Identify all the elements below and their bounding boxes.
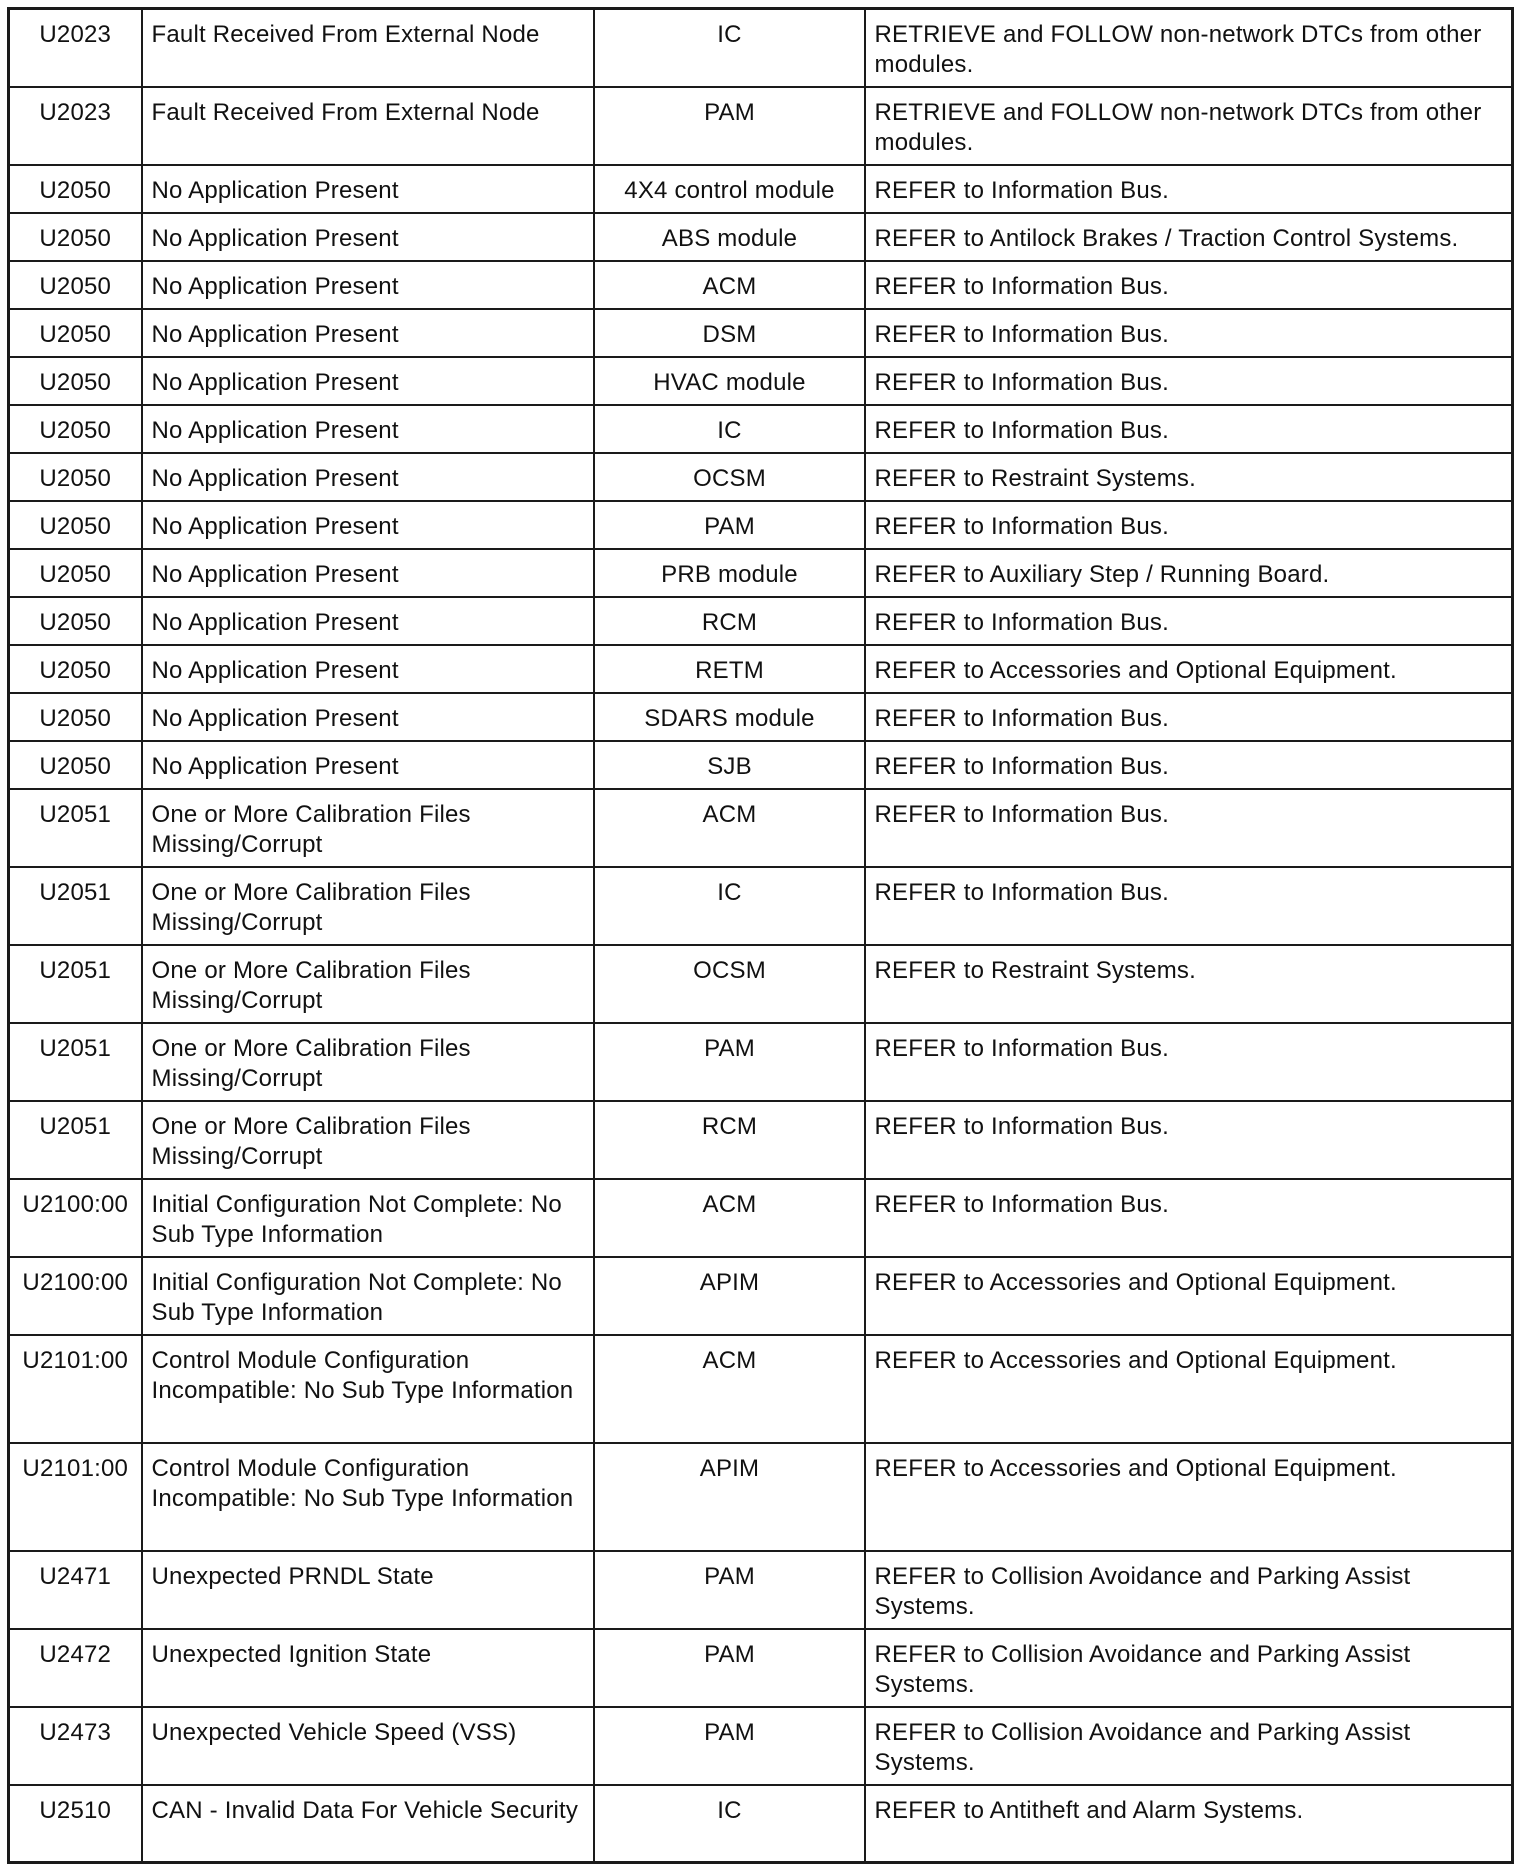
dtc-description-cell: CAN - Invalid Data For Vehicle Security <box>142 1785 594 1863</box>
module-cell: PAM <box>594 87 865 165</box>
module-cell: DSM <box>594 309 865 357</box>
action-cell: REFER to Information Bus. <box>865 867 1513 945</box>
dtc-code-cell: U2050 <box>9 213 142 261</box>
dtc-description-cell: No Application Present <box>142 261 594 309</box>
module-cell: ACM <box>594 789 865 867</box>
table-row <box>9 597 1513 645</box>
module-cell: PAM <box>594 501 865 549</box>
dtc-description-cell: No Application Present <box>142 693 594 741</box>
action-cell: REFER to Information Bus. <box>865 1023 1513 1101</box>
table-row <box>9 1101 1513 1179</box>
module-cell: SDARS module <box>594 693 865 741</box>
module-cell: 4X4 control module <box>594 165 865 213</box>
dtc-code-cell: U2100:00 <box>9 1257 142 1335</box>
action-cell: REFER to Information Bus. <box>865 357 1513 405</box>
module-cell: ACM <box>594 1179 865 1257</box>
dtc-code-cell: U2051 <box>9 945 142 1023</box>
table-row <box>9 9 1513 87</box>
table-row <box>9 1335 1513 1443</box>
action-cell: REFER to Information Bus. <box>865 501 1513 549</box>
action-cell: REFER to Restraint Systems. <box>865 945 1513 1023</box>
action-cell: REFER to Collision Avoidance and Parking Assist Systems. <box>865 1629 1513 1707</box>
dtc-code-cell: U2051 <box>9 1023 142 1101</box>
dtc-description-cell: Fault Received From External Node <box>142 9 594 87</box>
action-cell: REFER to Restraint Systems. <box>865 453 1513 501</box>
dtc-code-cell: U2473 <box>9 1707 142 1785</box>
module-cell: RETM <box>594 645 865 693</box>
action-cell: REFER to Collision Avoidance and Parking Assist Systems. <box>865 1707 1513 1785</box>
dtc-code-cell: U2050 <box>9 357 142 405</box>
dtc-code-cell: U2051 <box>9 789 142 867</box>
dtc-description-cell: One or More Calibration Files Missing/Corrupt <box>142 867 594 945</box>
dtc-code-cell: U2050 <box>9 597 142 645</box>
module-cell: IC <box>594 405 865 453</box>
dtc-description-cell: One or More Calibration Files Missing/Corrupt <box>142 1101 594 1179</box>
dtc-description-cell: Unexpected Vehicle Speed (VSS) <box>142 1707 594 1785</box>
dtc-description-cell: No Application Present <box>142 357 594 405</box>
action-cell: REFER to Collision Avoidance and Parking Assist Systems. <box>865 1551 1513 1629</box>
module-cell: PAM <box>594 1707 865 1785</box>
dtc-code-cell: U2050 <box>9 405 142 453</box>
table-row <box>9 645 1513 693</box>
table-row <box>9 1785 1513 1863</box>
table-row <box>9 87 1513 165</box>
table-row <box>9 165 1513 213</box>
module-cell: RCM <box>594 597 865 645</box>
dtc-description-cell: No Application Present <box>142 597 594 645</box>
dtc-code-cell: U2050 <box>9 309 142 357</box>
module-cell: PAM <box>594 1629 865 1707</box>
dtc-description-cell: One or More Calibration Files Missing/Corrupt <box>142 945 594 1023</box>
dtc-description-cell: Unexpected PRNDL State <box>142 1551 594 1629</box>
dtc-code-cell: U2051 <box>9 1101 142 1179</box>
action-cell: RETRIEVE and FOLLOW non-network DTCs from other modules. <box>865 87 1513 165</box>
table-row <box>9 1707 1513 1785</box>
module-cell: IC <box>594 867 865 945</box>
dtc-code-cell: U2050 <box>9 549 142 597</box>
dtc-code-cell: U2050 <box>9 693 142 741</box>
dtc-code-cell: U2101:00 <box>9 1443 142 1551</box>
dtc-description-cell: No Application Present <box>142 453 594 501</box>
module-cell: OCSM <box>594 945 865 1023</box>
dtc-code-cell: U2051 <box>9 867 142 945</box>
module-cell: APIM <box>594 1443 865 1551</box>
action-cell: REFER to Information Bus. <box>865 261 1513 309</box>
table-row <box>9 501 1513 549</box>
dtc-description-cell: No Application Present <box>142 405 594 453</box>
dtc-code-cell: U2472 <box>9 1629 142 1707</box>
dtc-description-cell: Initial Configuration Not Complete: No Sub Type Information <box>142 1257 594 1335</box>
dtc-code-cell: U2050 <box>9 165 142 213</box>
table-row <box>9 213 1513 261</box>
dtc-code-cell: U2050 <box>9 645 142 693</box>
table-row <box>9 789 1513 867</box>
dtc-description-cell: One or More Calibration Files Missing/Corrupt <box>142 789 594 867</box>
dtc-code-cell: U2023 <box>9 87 142 165</box>
action-cell: REFER to Information Bus. <box>865 165 1513 213</box>
dtc-description-cell: No Application Present <box>142 741 594 789</box>
action-cell: REFER to Information Bus. <box>865 597 1513 645</box>
dtc-description-cell: Control Module Configuration Incompatible: No Sub Type Information <box>142 1335 594 1443</box>
action-cell: REFER to Auxiliary Step / Running Board. <box>865 549 1513 597</box>
action-cell: RETRIEVE and FOLLOW non-network DTCs from other modules. <box>865 9 1513 87</box>
dtc-description-cell: Fault Received From External Node <box>142 87 594 165</box>
dtc-description-cell: No Application Present <box>142 309 594 357</box>
table-row <box>9 867 1513 945</box>
table-row <box>9 741 1513 789</box>
module-cell: PAM <box>594 1551 865 1629</box>
dtc-description-cell: Unexpected Ignition State <box>142 1629 594 1707</box>
action-cell: REFER to Information Bus. <box>865 309 1513 357</box>
action-cell: REFER to Information Bus. <box>865 405 1513 453</box>
dtc-description-cell: No Application Present <box>142 213 594 261</box>
action-cell: REFER to Antitheft and Alarm Systems. <box>865 1785 1513 1863</box>
table-row <box>9 309 1513 357</box>
action-cell: REFER to Information Bus. <box>865 741 1513 789</box>
dtc-description-cell: Initial Configuration Not Complete: No Sub Type Information <box>142 1179 594 1257</box>
action-cell: REFER to Accessories and Optional Equipment. <box>865 1443 1513 1551</box>
dtc-description-cell: No Application Present <box>142 165 594 213</box>
table-row <box>9 405 1513 453</box>
dtc-code-cell: U2050 <box>9 741 142 789</box>
dtc-code-cell: U2050 <box>9 501 142 549</box>
table-row <box>9 1179 1513 1257</box>
table-row <box>9 261 1513 309</box>
dtc-code-cell: U2050 <box>9 261 142 309</box>
table-row <box>9 693 1513 741</box>
module-cell: HVAC module <box>594 357 865 405</box>
module-cell: ACM <box>594 1335 865 1443</box>
dtc-code-cell: U2471 <box>9 1551 142 1629</box>
dtc-code-cell: U2100:00 <box>9 1179 142 1257</box>
dtc-code-cell: U2101:00 <box>9 1335 142 1443</box>
dtc-description-cell: No Application Present <box>142 501 594 549</box>
module-cell: RCM <box>594 1101 865 1179</box>
module-cell: ABS module <box>594 213 865 261</box>
table-row <box>9 1629 1513 1707</box>
module-cell: APIM <box>594 1257 865 1335</box>
module-cell: PRB module <box>594 549 865 597</box>
table-row <box>9 1023 1513 1101</box>
dtc-description-cell: No Application Present <box>142 549 594 597</box>
dtc-code-cell: U2510 <box>9 1785 142 1863</box>
action-cell: REFER to Accessories and Optional Equipment. <box>865 1257 1513 1335</box>
action-cell: REFER to Information Bus. <box>865 789 1513 867</box>
dtc-description-cell: One or More Calibration Files Missing/Corrupt <box>142 1023 594 1101</box>
module-cell: IC <box>594 1785 865 1863</box>
module-cell: PAM <box>594 1023 865 1101</box>
table-row <box>9 453 1513 501</box>
module-cell: SJB <box>594 741 865 789</box>
module-cell: OCSM <box>594 453 865 501</box>
action-cell: REFER to Information Bus. <box>865 1179 1513 1257</box>
dtc-description-cell: Control Module Configuration Incompatible: No Sub Type Information <box>142 1443 594 1551</box>
table-row <box>9 1551 1513 1629</box>
module-cell: ACM <box>594 261 865 309</box>
dtc-code-cell: U2023 <box>9 9 142 87</box>
action-cell: REFER to Antilock Brakes / Traction Control Systems. <box>865 213 1513 261</box>
dtc-table <box>7 7 1514 1864</box>
table-row <box>9 945 1513 1023</box>
table-row <box>9 357 1513 405</box>
dtc-description-cell: No Application Present <box>142 645 594 693</box>
dtc-code-cell: U2050 <box>9 453 142 501</box>
action-cell: REFER to Accessories and Optional Equipment. <box>865 1335 1513 1443</box>
module-cell: IC <box>594 9 865 87</box>
table-row <box>9 1443 1513 1551</box>
action-cell: REFER to Accessories and Optional Equipment. <box>865 645 1513 693</box>
dtc-table-body <box>9 9 1513 1863</box>
table-row <box>9 549 1513 597</box>
table-row <box>9 1257 1513 1335</box>
action-cell: REFER to Information Bus. <box>865 693 1513 741</box>
action-cell: REFER to Information Bus. <box>865 1101 1513 1179</box>
